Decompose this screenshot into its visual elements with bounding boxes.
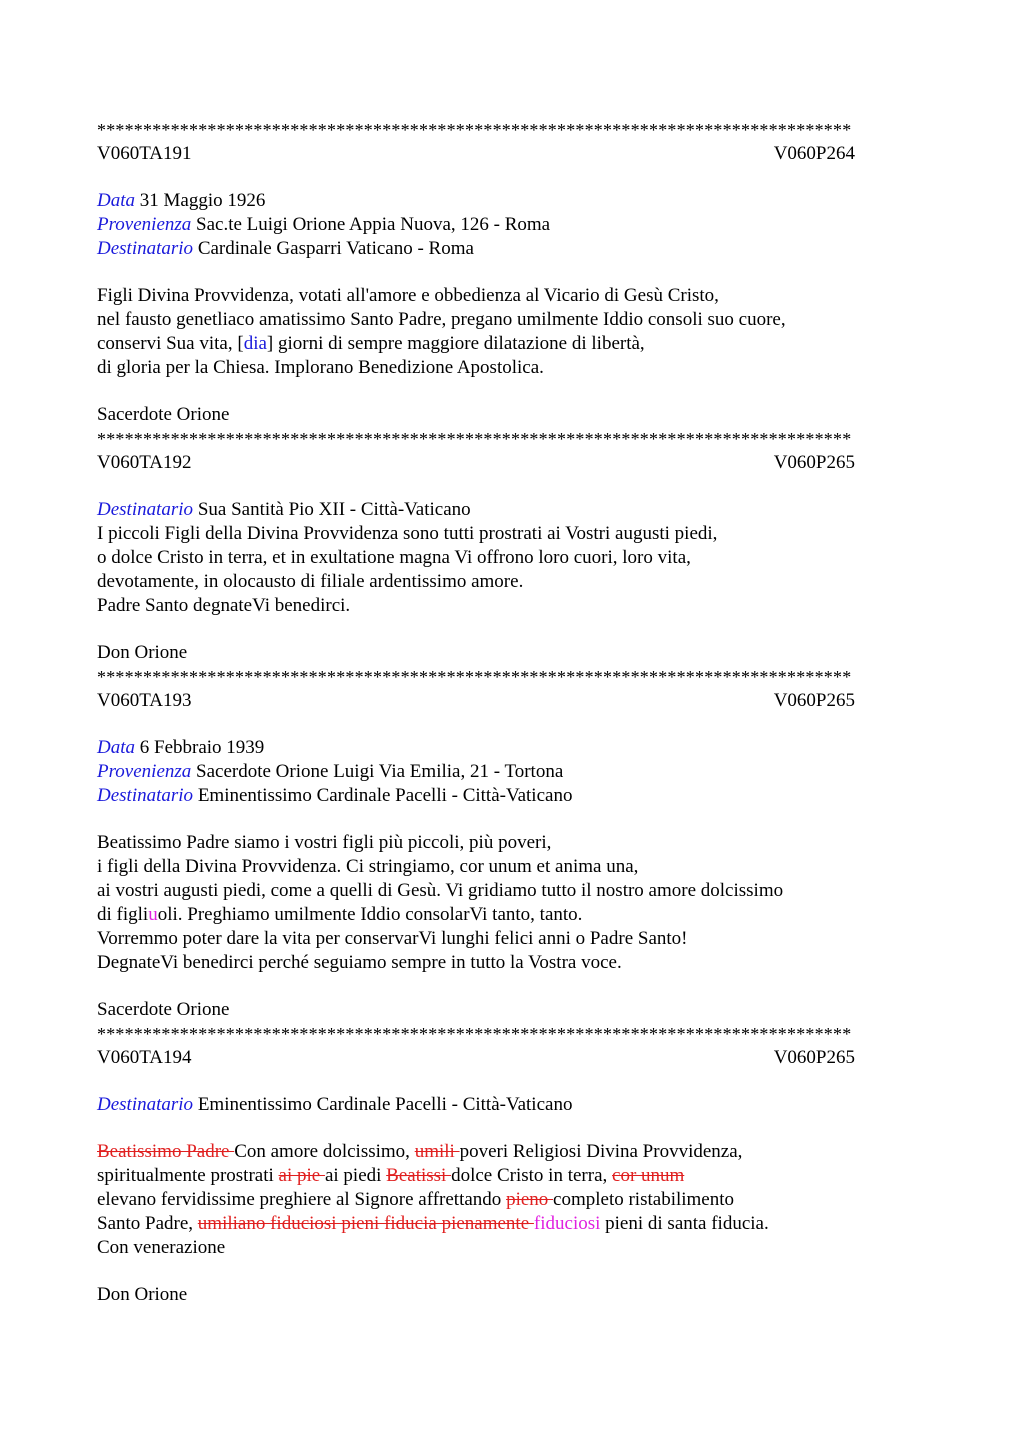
label-destinatario: Destinatario — [97, 785, 194, 806]
signature: Sacerdote Orione — [97, 999, 230, 1020]
value-provenienza: Sacerdote Orione Luigi Via Emilia, 21 - Tortona — [196, 761, 564, 782]
inserted-text: u — [148, 904, 158, 925]
letter-id: V060TA193 — [97, 690, 192, 711]
body-line — [97, 332, 927, 356]
text-segment: di figli — [97, 904, 149, 925]
body-line — [97, 1188, 927, 1212]
value-provenienza: Sac.te Luigi Orione Appia Nuova, 126 - Roma — [196, 214, 551, 235]
label-provenienza: Provenienza — [97, 761, 192, 782]
body-line: Beatissimo Padre siamo i vostri figli più piccoli, più poveri, — [97, 832, 552, 853]
page-ref: V060P264 — [773, 143, 855, 164]
field-data — [97, 189, 927, 213]
field-destinatario — [97, 784, 927, 808]
value-data: 31 Maggio 1926 — [139, 190, 266, 211]
letter-header — [97, 1046, 855, 1070]
deleted-text: umiliano fiduciosi pieni fiducia pienamente — [197, 1213, 534, 1234]
letter-id: V060TA192 — [97, 452, 192, 473]
deleted-text: umili — [414, 1141, 460, 1162]
label-destinatario: Destinatario — [97, 1094, 194, 1115]
body-line — [97, 1164, 927, 1188]
body-line: Padre Santo degnateVi benedirci. — [97, 595, 351, 616]
separator-line: ********************************************************************************** — [97, 120, 852, 140]
text-segment: ] giorni di sempre maggiore dilatazione di libertà, — [266, 333, 645, 354]
field-data — [97, 736, 927, 760]
field-destinatario — [97, 498, 927, 522]
page-ref: V060P265 — [773, 1047, 855, 1068]
text-segment: pieni di santa fiducia. — [600, 1213, 769, 1234]
inserted-text: fiduciosi — [533, 1213, 601, 1234]
text-segment: spiritualmente prostrati — [97, 1165, 279, 1186]
text-segment: completo ristabilimento — [553, 1189, 735, 1210]
page-ref: V060P265 — [773, 690, 855, 711]
body-line: I piccoli Figli della Divina Provvidenza sono tutti prostrati ai Vostri augusti piedi, — [97, 523, 718, 544]
signature: Don Orione — [97, 1284, 188, 1305]
body-line: Con venerazione — [97, 1237, 226, 1258]
body-line — [97, 1212, 927, 1236]
body-line: Vorremmo poter dare la vita per conservarVi lunghi felici anni o Padre Santo! — [97, 928, 688, 949]
text-segment: dolce Cristo in terra, — [451, 1165, 613, 1186]
body-line: Figli Divina Provvidenza, votati all'amore e obbedienza al Vicario di Gesù Cristo, — [97, 285, 719, 306]
body-line: devotamente, in olocausto di filiale ardentissimo amore. — [97, 571, 524, 592]
text-segment: ai piedi — [324, 1165, 387, 1186]
field-destinatario — [97, 1093, 927, 1117]
text-segment: oli. Preghiamo umilmente Iddio consolarVi tanto, tanto. — [157, 904, 583, 925]
letter-id: V060TA194 — [97, 1047, 192, 1068]
value-destinatario: Eminentissimo Cardinale Pacelli - Città-Vaticano — [197, 1094, 573, 1115]
field-provenienza — [97, 760, 927, 784]
label-data: Data — [97, 190, 135, 211]
body-line — [97, 903, 927, 927]
separator-line: ********************************************************************************** — [97, 429, 852, 449]
page-ref: V060P265 — [773, 452, 855, 473]
label-destinatario: Destinatario — [97, 499, 194, 520]
text-segment: Santo Padre, — [97, 1213, 198, 1234]
value-destinatario: Cardinale Gasparri Vaticano - Roma — [197, 238, 474, 259]
deleted-text: ai pie — [278, 1165, 325, 1186]
inserted-text: dia — [243, 333, 267, 354]
body-line: ai vostri augusti piedi, come a quelli di Gesù. Vi gridiamo tutto il nostro amore dolcissimo — [97, 880, 784, 901]
text-segment: Con amore dolcissimo, — [234, 1141, 415, 1162]
letter-header — [97, 142, 855, 166]
deleted-text: cor unum — [612, 1165, 685, 1186]
body-line — [97, 1140, 927, 1164]
body-line: i figli della Divina Provvidenza. Ci stringiamo, cor unum et anima una, — [97, 856, 639, 877]
label-provenienza: Provenienza — [97, 214, 192, 235]
value-destinatario: Eminentissimo Cardinale Pacelli - Città-Vaticano — [197, 785, 573, 806]
deleted-text: Beatissimo Padre — [97, 1141, 235, 1162]
signature: Sacerdote Orione — [97, 404, 230, 425]
text-segment: conservi Sua vita, [ — [97, 333, 244, 354]
signature: Don Orione — [97, 642, 188, 663]
label-destinatario: Destinatario — [97, 238, 194, 259]
body-line: nel fausto genetliaco amatissimo Santo Padre, pregano umilmente Iddio consoli suo cuore, — [97, 309, 786, 330]
separator-line: ********************************************************************************** — [97, 667, 852, 687]
letter-id: V060TA191 — [97, 143, 192, 164]
text-segment: poveri Religiosi Divina Provvidenza, — [459, 1141, 743, 1162]
field-destinatario — [97, 237, 927, 261]
body-line: DegnateVi benedirci perché seguiamo sempre in tutto la Vostra voce. — [97, 952, 622, 973]
letter-header — [97, 689, 855, 713]
letter-header — [97, 451, 855, 475]
value-data: 6 Febbraio 1939 — [139, 737, 265, 758]
separator-line: ********************************************************************************** — [97, 1024, 852, 1044]
text-segment: elevano fervidissime preghiere al Signore affrettando — [97, 1189, 507, 1210]
deleted-text: pieno — [506, 1189, 554, 1210]
body-line: o dolce Cristo in terra, et in exultatione magna Vi offrono loro cuori, loro vita, — [97, 547, 691, 568]
document-page — [97, 118, 927, 1307]
body-line: di gloria per la Chiesa. Implorano Benedizione Apostolica. — [97, 357, 544, 378]
value-destinatario: Sua Santità Pio XII - Città-Vaticano — [197, 499, 471, 520]
deleted-text: Beatissi — [386, 1165, 452, 1186]
field-provenienza — [97, 213, 927, 237]
label-data: Data — [97, 737, 135, 758]
